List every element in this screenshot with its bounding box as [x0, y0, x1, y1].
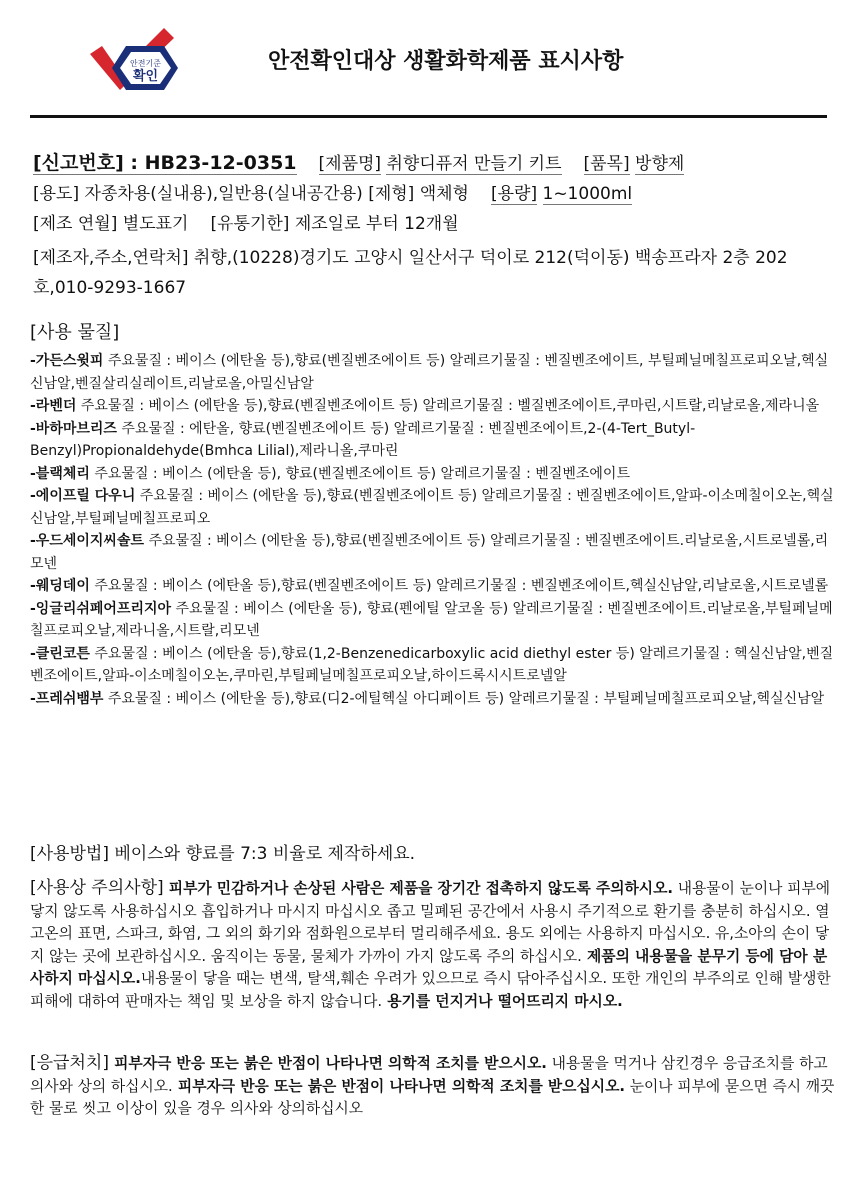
list-item: [30, 463, 840, 486]
substance-text: 주요물질 : 베이스 (에탄올 등),향료(벤질벤조에이트 등) 알레르기물질 : 벤질벤조에이트, 부틸페닐메칠프로피오날,헥실신남알,벤질살리실레이트,리날로올,아밀신남알: [30, 353, 829, 392]
list-item: [30, 688, 840, 711]
substance-text: 주요물질 : 베이스 (에탄올 등),향료(벤질벤조에이트 등) 알레르기물질 : 벨질벤조에이트,쿠마린,시트랄,리날로올,제라니올: [76, 398, 820, 414]
info-line-2: [33, 179, 833, 209]
substance-text: 주요물질 : 베이스 (에탄올 등),향료(디2-에틸헥실 아디페이트 등) 알레르기물질 : 부틸페닐메칠프로피오날,헥실신남알: [103, 690, 825, 707]
product-name-label: [제품명]: [318, 154, 382, 174]
item-label: [품목]: [583, 154, 630, 174]
list-item: [30, 395, 840, 418]
first-aid-bold-1: 피부자극 반응 또는 붉은 반점이 나타나면 의학적 조치를 받으시오.: [108, 1055, 547, 1072]
fragrance-name: -클린코튼: [30, 645, 90, 662]
info-line-4: [33, 243, 833, 303]
fragrance-name: -우드세이지씨솔트: [30, 533, 145, 549]
maker-value: 취향,(10228)경기도 고양시 일산서구 덕이로 212(덕이동) 백송프라자 2층 202호,010-9293-1667: [33, 248, 788, 298]
substance-text: 주요물질 : 베이스 (에탄올 등),향료(벤질벤조에이트 등) 알레르기물질 : 벤질벤조에이트,알파-이소메칠이오논,헥실신남알,부틸페닐메칠프로피오: [30, 488, 834, 527]
caution-heading: [사용상 주의사항]: [30, 878, 164, 898]
substance-text: 주요물질 : 베이스 (에탄올 등),향료(1,2-Benzenedicarboxylic acid diethyl ester 등) 알레르기물질 : 헥실신남알,벤질벤조에이트,알파-이소메칠이오논,쿠마린,부틸페닐메칠프로피오날,하이드록시시트로넬알: [30, 645, 834, 684]
usage-section: [30, 843, 840, 866]
first-aid-bold-2: 피부자극 반응 또는 붉은 반점이 나타나면 의학적 조치를 받으십시오.: [172, 1077, 625, 1095]
substance-text: 주요물질 : 베이스 (에탄올 등), 향료(벤질벤조에이트 등) 알레르기물질 : 벤질벤조에이트: [89, 465, 630, 482]
list-item: [30, 575, 840, 598]
list-item: [30, 530, 840, 575]
check-badge-icon: [86, 24, 182, 94]
declaration-number: [신고번호] : HB23-12-0351: [33, 152, 297, 174]
list-item: [30, 643, 840, 688]
product-info: [33, 148, 833, 303]
substance-text: 주요물질 : 베이스 (에탄올 등), 향료(펜에틸 알코올 등) 알레르기물질 : 벤질벤조에이트.리날로올,부틸페닐메칠프로피오날,제라니올,시트랄,리모넨: [30, 600, 833, 639]
caution-bold-1: 피부가 민감하거나 손상된 사람은 제품을 장기간 접촉하지 않도록 주의하시오.: [163, 880, 674, 897]
fragrance-name: -웨딩데이: [30, 578, 90, 594]
fragrance-name: -블랙체리: [30, 465, 90, 482]
caution-section: [30, 877, 840, 1013]
caution-text-1: 내용물이 눈이나 피부에 닿지 않도록 사용하십시오 흡입하거나 마시지 마십시오 좁고 밀폐된 공간에서 사용시 주기적으로 환기를 충분히 하십시오. 열 고온의 표면, 스파크, 화염, 그 외의 화기와 점화원으로부터 멀리해주세요. 용도 외에는 사용하지 마십시오. 유,소아의 손이 닿지 않는 곳에 보관하십시오. 움직이는 동물, 물체가 가까이 가지 않도록 주의 하십시오.: [30, 880, 831, 965]
list-item: [30, 418, 840, 463]
expiry-value: 제조일로 부터 12개월: [294, 214, 459, 234]
use-label: [용도]: [33, 184, 80, 204]
usage-heading: [사용방법]: [30, 844, 109, 864]
usage-text: 베이스와 향료를 7:3 비율로 제작하세요.: [108, 844, 416, 864]
substance-text: 주요물질 : 에탄올, 향료(벤질벤조에이트 등) 알레르기물질 : 벤질벤조에이트,2-(4-Tert_Butyl-Benzyl)Propionaldehyde(Bmhca Lilial),제라니올,쿠마린: [30, 420, 696, 459]
maker-label: [제조자,주소,연락처]: [33, 248, 189, 268]
list-item: [30, 598, 840, 643]
first-aid-heading: [응급처치]: [30, 1053, 109, 1073]
form-label: [제형]: [368, 184, 415, 204]
expiry-label: [유통기한]: [210, 214, 290, 234]
list-item: [30, 350, 840, 395]
page-title: 안전확인대상 생활화학제품 표시사항: [268, 49, 624, 74]
list-item: [30, 485, 840, 530]
mfg-date-value: 별도표기: [122, 214, 189, 234]
caution-bold-2: 제품의 내용물을 분무기 등에 담아 분사하지 마십시오.: [30, 947, 828, 987]
first-aid-text-1: 내용물을 먹거나 삼킨경우 응급조치를 하고 의사와 상의 하십시오.: [30, 1055, 828, 1095]
form-value: 액체형: [419, 184, 469, 204]
fragrance-name: -에이프릴 다우니: [30, 488, 136, 504]
substance-text: 주요물질 : 베이스 (에탄올 등),향료(벤질벤조에이트 등) 알레르기물질 : 벤질벤조에이트,헥실신남알,리날로올,시트로넬롤: [89, 578, 829, 594]
fragrance-name: -라벤더: [30, 398, 77, 414]
substance-text: 주요물질 : 베이스 (에탄올 등),향료(벤질벤조에이트 등) 알레르기물질 : 벤질벤조에이트.리날로올,시트로넬롤,리모넨: [30, 533, 829, 572]
mfg-date-label: [제조 연월]: [33, 214, 118, 234]
fragrance-name: -잉글리쉬페어프리지아: [30, 600, 172, 617]
first-aid-text-2: 눈이나 피부에 묻으면 즉시 깨끗한 물로 씻고 이상이 있을 경우 의사와 상의하십시오: [30, 1077, 835, 1117]
info-line-1: [33, 148, 833, 179]
product-name: 취향디퓨저 만들기 키트: [386, 154, 562, 174]
logo-main-text: 확인: [132, 69, 159, 84]
logo-top-text: 안전기준: [130, 59, 161, 68]
volume-value: 1~1000ml: [542, 184, 633, 204]
volume-label: [용량]: [490, 184, 538, 204]
substances-list: [30, 350, 840, 710]
fragrance-name: -가든스윗피: [30, 353, 104, 369]
header-divider: [30, 115, 827, 118]
first-aid-section: [30, 1052, 840, 1121]
item-value: 방향제: [635, 154, 685, 174]
fragrance-name: -바하마브리즈: [30, 420, 117, 437]
info-line-3: [33, 209, 833, 239]
use-value: 자종차용(실내용),일반용(실내공간용): [84, 184, 363, 204]
substances-heading: [사용 물질]: [30, 322, 120, 343]
caution-bold-3: 용기를 던지거나 떨어뜨리지 마시오.: [382, 992, 623, 1010]
caution-text-2: 내용물이 닿을 때는 변색, 탈색,훼손 우려가 있으므로 즉시 닦아주십시오. 또한 개인의 부주의로 인해 발생한 피해에 대하여 판매자는 책임 및 보상을 하지 않습니다.: [30, 970, 831, 1010]
fragrance-name: -프레쉬뱀부: [30, 690, 104, 707]
